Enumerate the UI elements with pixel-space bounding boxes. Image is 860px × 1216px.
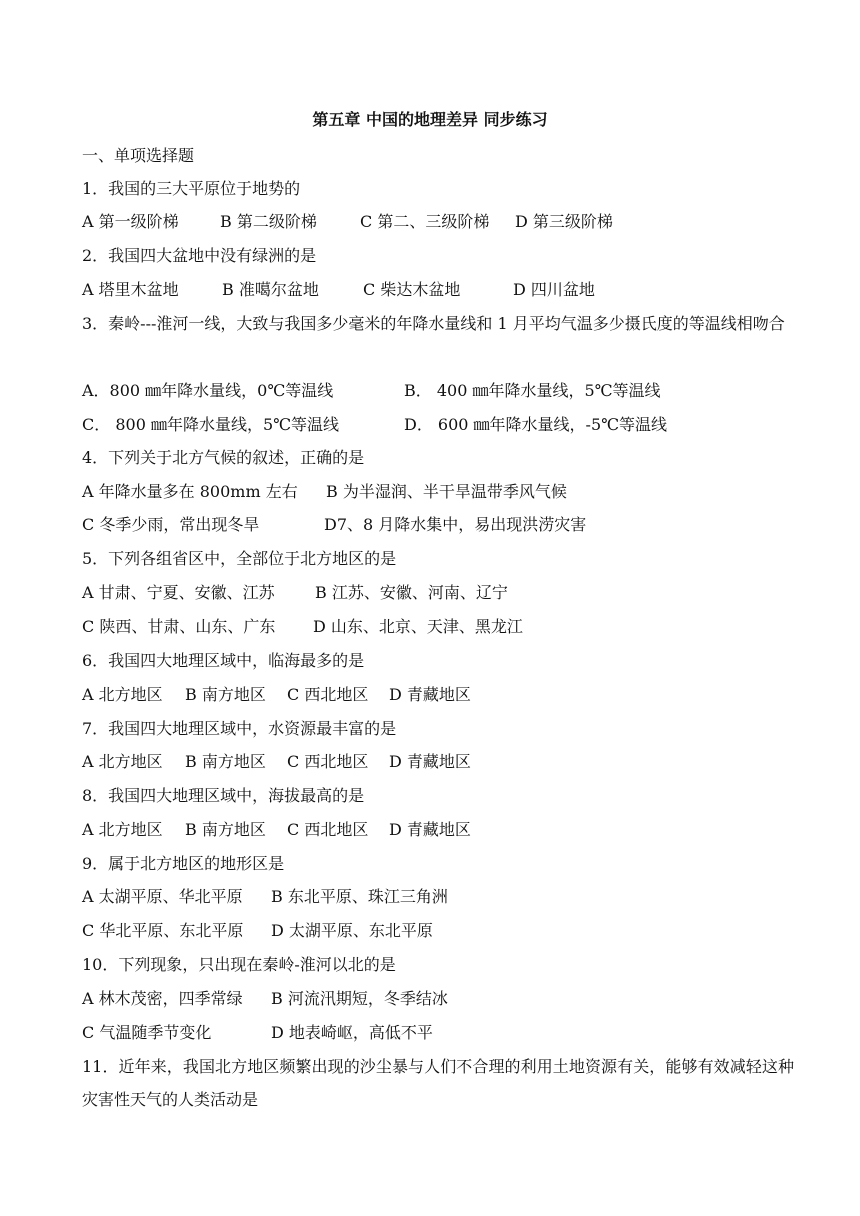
- q7-option-c: C 西北地区: [287, 752, 369, 771]
- q7-option-d: D 青藏地区: [389, 752, 471, 771]
- question-11-stem: 11．近年来，我国北方地区频繁出现的沙尘暴与人们不合理的利用土地资源有关，能够有效减轻这种灾害性天气的人类活动是: [82, 1057, 794, 1109]
- question-3-options-row2: [82, 415, 667, 435]
- question-1-options: [82, 212, 613, 232]
- q6-option-a: A 北方地区: [82, 685, 163, 704]
- q1-option-c: C 第二、三级阶梯: [360, 212, 490, 231]
- question-10-options-row1: [82, 989, 448, 1009]
- q3-option-c: C． 800 ㎜年降水量线，5℃等温线: [82, 415, 340, 434]
- q8-option-b: B 南方地区: [185, 820, 266, 839]
- q3-option-d: D． 600 ㎜年降水量线，-5℃等温线: [404, 415, 668, 434]
- question-9-options-row1: [82, 887, 448, 907]
- q10-option-a: A 林木茂密，四季常绿: [82, 989, 243, 1008]
- question-4-options-row1: [82, 482, 567, 502]
- question-2-options: [82, 280, 595, 300]
- question-8-stem: 8．我国四大地理区域中，海拔最高的是: [82, 786, 365, 805]
- question-6-options: [82, 685, 471, 705]
- q2-option-a: A 塔里木盆地: [82, 280, 179, 299]
- q5-option-c: C 陕西、甘肃、山东、广东: [82, 617, 276, 636]
- q6-option-c: C 西北地区: [287, 685, 369, 704]
- q8-option-c: C 西北地区: [287, 820, 369, 839]
- q10-option-d: D 地表崎岖，高低不平: [271, 1023, 433, 1042]
- q2-option-b: B 准噶尔盆地: [222, 280, 319, 299]
- section-heading: 一、单项选择题: [82, 146, 195, 165]
- question-5-options-row1: [82, 583, 508, 603]
- q5-option-a: A 甘肃、宁夏、安徽、江苏: [82, 583, 275, 602]
- q10-option-c: C 气温随季节变化: [82, 1023, 212, 1042]
- q4-option-d: D7、8 月降水集中，易出现洪涝灾害: [324, 515, 587, 534]
- q7-option-a: A 北方地区: [82, 752, 163, 771]
- q1-option-a: A 第一级阶梯: [82, 212, 179, 231]
- q6-option-d: D 青藏地区: [389, 685, 471, 704]
- q3-option-b: B． 400 ㎜年降水量线，5℃等温线: [404, 381, 661, 400]
- question-6-stem: 6．我国四大地理区域中，临海最多的是: [82, 651, 365, 670]
- q5-option-d: D 山东、北京、天津、黑龙江: [313, 617, 523, 636]
- q10-option-b: B 河流汛期短，冬季结冰: [271, 989, 448, 1008]
- q1-option-b: B 第二级阶梯: [220, 212, 317, 231]
- q8-option-d: D 青藏地区: [389, 820, 471, 839]
- q1-option-d: D 第三级阶梯: [515, 212, 613, 231]
- question-5-stem: 5．下列各组省区中，全部位于北方地区的是: [82, 549, 397, 568]
- question-4-stem: 4．下列关于北方气候的叙述，正确的是: [82, 448, 365, 467]
- question-10-stem: 10．下列现象，只出现在秦岭-淮河以北的是: [82, 955, 396, 974]
- question-1-stem: 1．我国的三大平原位于地势的: [82, 179, 301, 198]
- page-title: 第五章 中国的地理差异 同步练习: [312, 110, 548, 129]
- question-9-stem: 9．属于北方地区的地形区是: [82, 854, 285, 873]
- q7-option-b: B 南方地区: [185, 752, 266, 771]
- question-10-options-row2: [82, 1023, 433, 1043]
- q2-option-d: D 四川盆地: [513, 280, 595, 299]
- question-7-options: [82, 752, 471, 772]
- question-8-options: [82, 820, 471, 840]
- question-2-stem: 2．我国四大盆地中没有绿洲的是: [82, 246, 317, 265]
- q4-option-a: A 年降水量多在 800mm 左右: [82, 482, 298, 501]
- q6-option-b: B 南方地区: [185, 685, 266, 704]
- question-9-options-row2: [82, 921, 433, 941]
- q5-option-b: B 江苏、安徽、河南、辽宁: [315, 583, 508, 602]
- question-7-stem: 7．我国四大地理区域中，水资源最丰富的是: [82, 719, 397, 738]
- q2-option-c: C 柴达木盆地: [363, 280, 461, 299]
- q3-option-a: A．800 ㎜年降水量线，0℃等温线: [82, 381, 334, 400]
- q9-option-a: A 太湖平原、华北平原: [82, 887, 243, 906]
- q4-option-c: C 冬季少雨，常出现冬旱: [82, 515, 260, 534]
- question-3-stem: 3．秦岭---淮河一线，大致与我国多少毫米的年降水量线和 1 月平均气温多少摄氏度的等温线相吻合: [82, 314, 785, 333]
- q4-option-b: B 为半湿润、半干旱温带季风气候: [326, 482, 567, 501]
- question-3-options-row1: [82, 381, 661, 401]
- q9-option-d: D 太湖平原、东北平原: [271, 921, 433, 940]
- q9-option-c: C 华北平原、东北平原: [82, 921, 244, 940]
- question-4-options-row2: [82, 515, 586, 535]
- question-5-options-row2: [82, 617, 523, 637]
- q8-option-a: A 北方地区: [82, 820, 163, 839]
- q9-option-b: B 东北平原、珠江三角洲: [271, 887, 448, 906]
